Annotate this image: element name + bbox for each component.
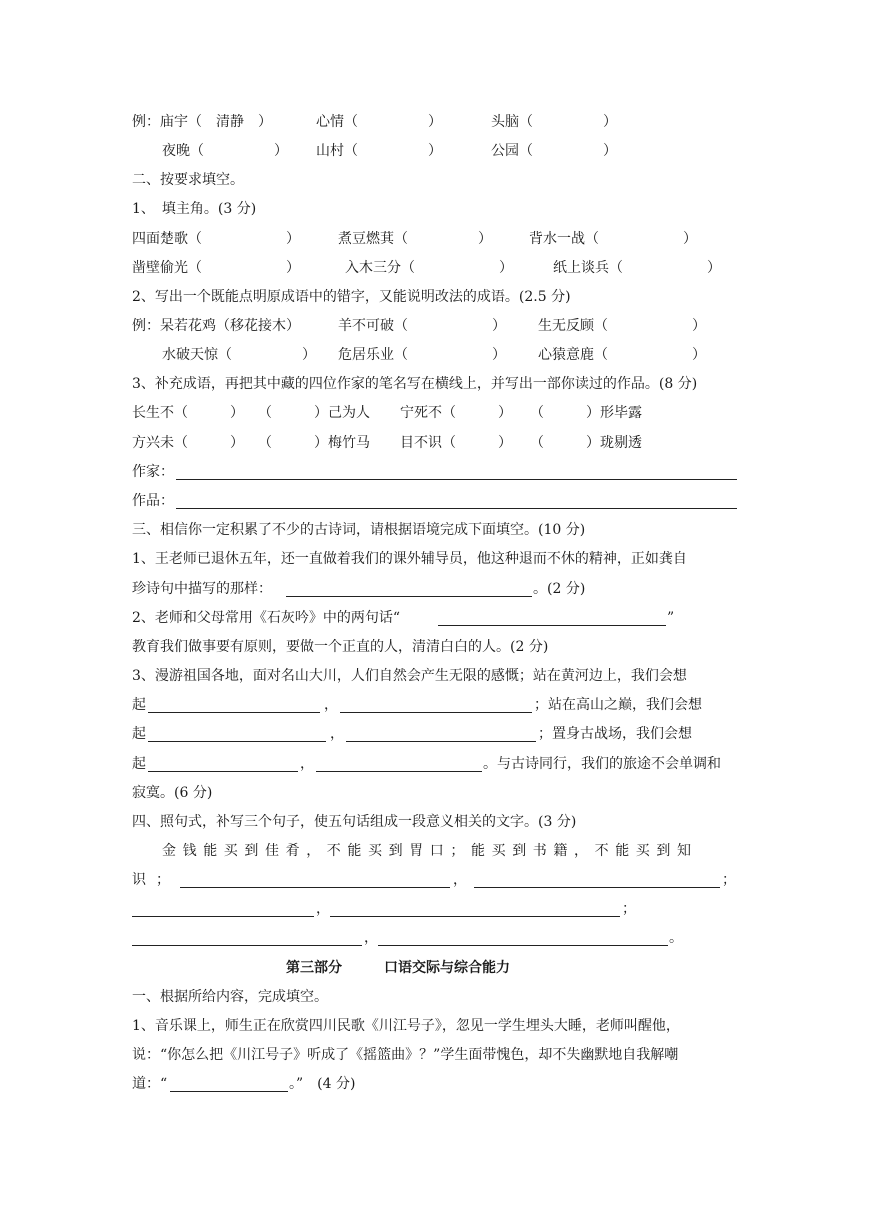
text-fragment: ， — [324, 697, 338, 713]
question-text: 1、王老师已退休五年，还一直做着我们的课外辅导员，他这种退而不休的精神，正如龚自 — [132, 551, 687, 567]
answer-line[interactable] — [438, 625, 666, 626]
example-item: 山村（ ） — [316, 143, 442, 159]
answer-line[interactable] — [330, 916, 620, 917]
question-text: 3、漫游祖国各地，面对名山大川，人们自然会产生无限的感慨；站在黄河边上，我们会想 — [132, 668, 687, 684]
question-text: 说：“你怎么把《川江号子》听成了《摇篮曲》？”学生面带愧色，却不失幽默地自我解嘲 — [132, 1047, 679, 1063]
question: 1、 填主角。(3 分) — [132, 201, 257, 217]
idiom-item: 四面楚歌（ ） — [132, 231, 300, 247]
text-fragment: 。与古诗同行，我们的旅途不会单调和 — [483, 756, 721, 772]
idiom-item: 羊不可破（ ） — [338, 318, 506, 334]
idiom-item: 煮豆燃萁（ ） — [338, 231, 492, 247]
question-text: 珍诗句中描写的那样： — [132, 581, 272, 597]
answer-line[interactable] — [132, 945, 362, 946]
example-item: 例：庙宇（ 清静 ） — [132, 114, 272, 130]
answer-line[interactable] — [148, 712, 320, 713]
idiom-item: 例：呆若花鸡（移花接木） — [132, 318, 300, 334]
answer-line[interactable] — [346, 741, 536, 742]
idiom-item: 方兴未（ ） — [132, 435, 244, 451]
section-title: 一、根据所给内容，完成填空。 — [132, 989, 328, 1005]
answer-line[interactable] — [148, 771, 298, 772]
text-fragment: ； — [622, 901, 636, 917]
idiom-item: 纸上谈兵（ ） — [553, 260, 721, 276]
answer-line[interactable] — [132, 916, 314, 917]
question-text: 1、音乐课上，师生正在欣赏四川民歌《川江号子》，忽见一学生埋头大睡，老师叫醒他， — [132, 1018, 680, 1034]
text-fragment: 起 — [132, 697, 146, 713]
answer-line[interactable] — [316, 771, 482, 772]
part-heading: 第三部分 口语交际与综合能力 — [286, 960, 510, 976]
answer-line[interactable] — [180, 887, 450, 888]
works-label: 作品： — [132, 493, 174, 509]
text-fragment: ， — [364, 930, 378, 946]
example-item: 头脑（ ） — [491, 114, 617, 130]
example-item: 公园（ ） — [491, 143, 617, 159]
text-fragment: 道：“ — [132, 1076, 168, 1092]
text-fragment: 识； — [132, 872, 180, 888]
idiom-item: （ ）形毕露 — [530, 405, 642, 421]
idiom-item: 危居乐业（ ） — [338, 347, 506, 363]
question-text: 寂寞。(6 分) — [132, 785, 213, 801]
answer-line[interactable] — [148, 741, 326, 742]
text-fragment: 起 — [132, 756, 146, 772]
answer-line[interactable] — [474, 887, 720, 888]
text-fragment: ；置身古战场，我们会想 — [538, 726, 692, 742]
idiom-item: 生无反顾（ ） — [538, 318, 706, 334]
idiom-item: （ ）珑剔透 — [530, 435, 642, 451]
idiom-item: 入木三分（ ） — [345, 260, 513, 276]
question: 2、写出一个既能点明原成语中的错字，又能说明改法的成语。(2.5 分) — [132, 289, 571, 305]
idiom-item: 宁死不（ ） — [400, 405, 512, 421]
text-fragment: ， — [316, 901, 330, 917]
question-text: 教育我们做事要有原则，要做一个正直的人，清清白白的人。(2 分) — [132, 639, 549, 655]
idiom-item: （ ）己为人 — [258, 405, 370, 421]
example-sentence: 金钱能买到佳肴，不能买到胃口；能买到书籍，不能买到知 — [162, 843, 698, 859]
question: 3、补充成语，再把其中藏的四位作家的笔名写在横线上，并写出一部你读过的作品。(8 分) — [132, 376, 698, 392]
idiom-item: 目不识（ ） — [400, 435, 512, 451]
author-answer-line[interactable] — [176, 479, 737, 480]
idiom-item: （ ）梅竹马 — [258, 435, 370, 451]
text-fragment: ； — [722, 872, 736, 888]
text-fragment: 。” (4 分) — [289, 1076, 356, 1092]
answer-line[interactable] — [286, 596, 532, 597]
section-title: 三、相信你一定积累了不少的古诗词，请根据语境完成下面填空。(10 分) — [132, 522, 586, 538]
idiom-item: 凿壁偷光（ ） — [132, 260, 300, 276]
section-title: 二、按要求填空。 — [132, 172, 244, 188]
question-text: 2、老师和父母常用《石灰吟》中的两句话“ — [132, 610, 401, 626]
author-label: 作家： — [132, 464, 174, 480]
idiom-item: 背水一战（ ） — [529, 231, 697, 247]
works-answer-line[interactable] — [176, 508, 737, 509]
text-fragment: ；站在高山之巅，我们会想 — [534, 697, 702, 713]
idiom-item: 心猿意鹿（ ） — [538, 347, 706, 363]
text-fragment: 起 — [132, 726, 146, 742]
section-title: 四、照句式，补写三个句子，使五句话组成一段意义相关的文字。(3 分) — [132, 814, 577, 830]
text-fragment: ， — [453, 872, 467, 888]
example-item: 夜晚（ ） — [162, 143, 288, 159]
text-fragment: 。 — [669, 930, 683, 946]
text-fragment: ， — [330, 726, 344, 742]
score-text: 。(2 分) — [533, 581, 586, 597]
text-fragment: ， — [300, 756, 314, 772]
answer-line[interactable] — [378, 945, 668, 946]
example-item: 心情（ ） — [316, 114, 442, 130]
answer-line[interactable] — [170, 1091, 288, 1092]
idiom-item: 水破天惊（ ） — [162, 347, 316, 363]
idiom-item: 长生不（ ） — [132, 405, 244, 421]
answer-line[interactable] — [340, 712, 532, 713]
quote-mark: ” — [667, 610, 675, 626]
